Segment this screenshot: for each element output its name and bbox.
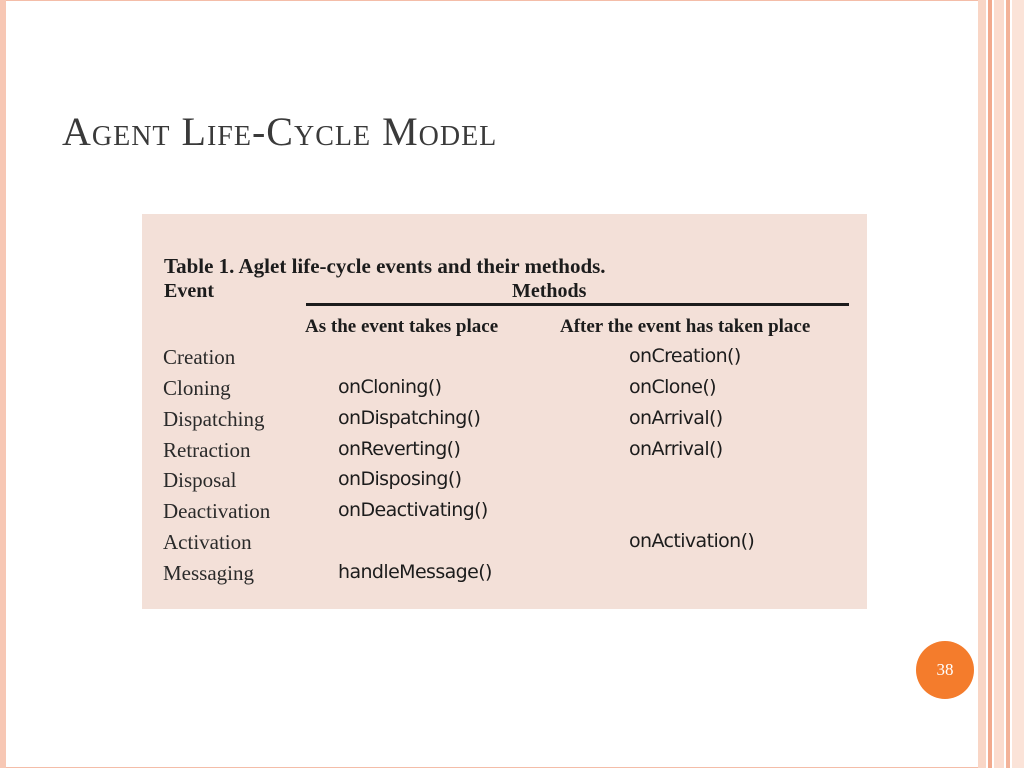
right-border-stripe — [988, 0, 992, 768]
table-row — [142, 407, 867, 437]
right-border-stripe — [978, 0, 986, 768]
event-cell: Dispatching — [163, 407, 265, 431]
event-cell: Activation — [163, 530, 252, 554]
life-cycle-table — [142, 214, 867, 609]
after-method-cell: onArrival() — [629, 407, 723, 429]
table-row — [142, 468, 867, 498]
after-method-cell: onCreation() — [629, 345, 741, 367]
event-cell: Retraction — [163, 438, 251, 462]
table-row — [142, 438, 867, 468]
event-cell: Messaging — [163, 561, 254, 585]
header-methods: Methods — [512, 280, 587, 302]
sub-header-during: As the event takes place — [305, 316, 499, 337]
after-method-cell: onArrival() — [629, 438, 723, 460]
table-row — [142, 530, 867, 560]
header-rule — [306, 303, 849, 306]
left-border-stripe — [0, 0, 6, 768]
during-method-cell: onDeactivating() — [338, 499, 488, 521]
top-border-line — [6, 0, 978, 1]
sub-header-after: After the event has taken place — [560, 316, 811, 337]
during-method-cell: onDispatching() — [338, 407, 481, 429]
during-method-cell: onReverting() — [338, 438, 461, 460]
table-row — [142, 376, 867, 406]
event-cell: Deactivation — [163, 499, 271, 523]
table-row — [142, 499, 867, 529]
during-method-cell: onDisposing() — [338, 468, 462, 490]
during-method-cell: handleMessage() — [338, 561, 492, 583]
slide-title: Agent Life-Cycle Model — [62, 109, 498, 154]
header-event: Event — [164, 280, 214, 302]
event-cell: Disposal — [163, 468, 237, 492]
event-cell: Cloning — [163, 376, 231, 400]
during-method-cell: onCloning() — [338, 376, 442, 398]
right-border-stripe — [994, 0, 1004, 768]
table-row — [142, 345, 867, 375]
table-row — [142, 561, 867, 591]
page-number-badge: 38 — [916, 641, 974, 699]
after-method-cell: onClone() — [629, 376, 716, 398]
event-cell: Creation — [163, 345, 236, 369]
after-method-cell: onActivation() — [629, 530, 755, 552]
table-caption: Table 1. Aglet life-cycle events and their methods. — [164, 254, 606, 278]
right-border-stripe — [1012, 0, 1024, 768]
right-border-stripe — [1006, 0, 1010, 768]
